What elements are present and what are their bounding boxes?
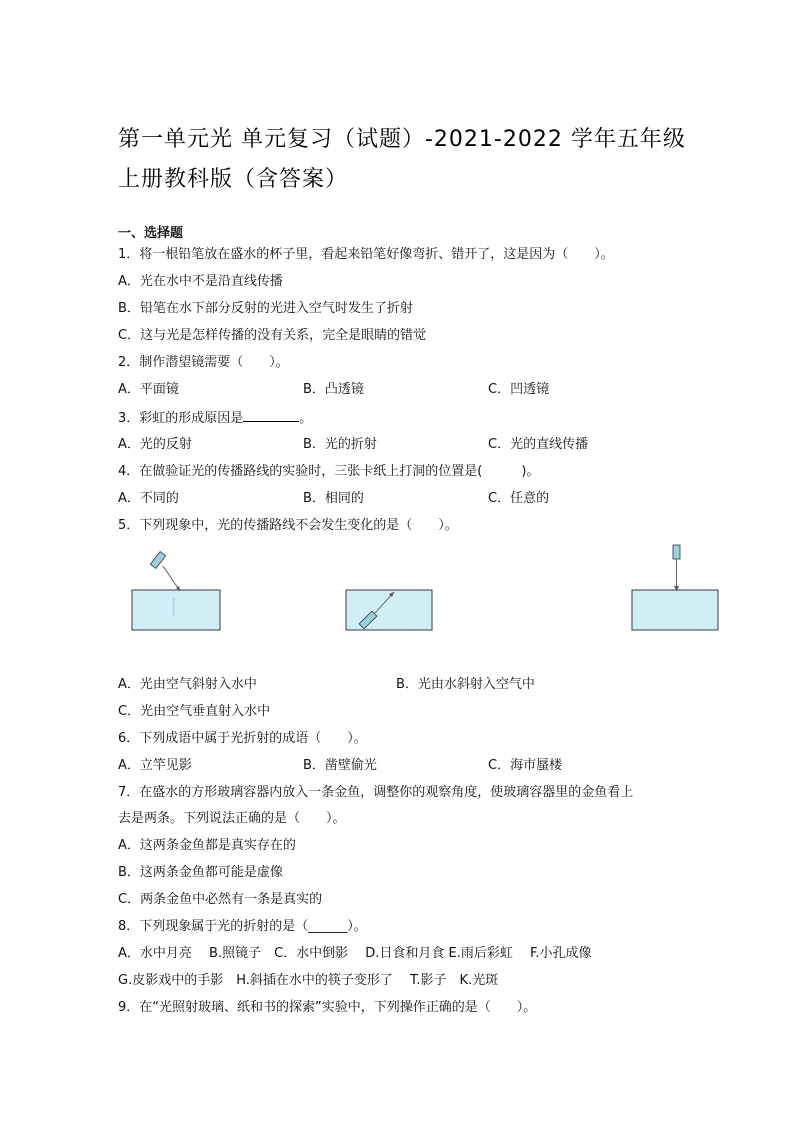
page-title <box>118 120 688 200</box>
q7-option-c: C．两条金鱼中必然有一条是真实的 <box>118 892 323 907</box>
q3-option-b: B．光的折射 <box>303 437 377 452</box>
q5-diagram-c <box>628 542 724 634</box>
q1-option-c: C．这与光是怎样传播的没有关系，完全是眼睛的错觉 <box>118 328 427 343</box>
q2-option-a: A．平面镜 <box>118 382 179 397</box>
q5-option-b: B．光由水斜射入空气中 <box>396 677 535 692</box>
q5-option-a: A．光由空气斜射入水中 <box>118 677 257 692</box>
section-heading: 一、选择题 <box>118 226 184 241</box>
q3-option-a: A．光的反射 <box>118 437 192 452</box>
water-container-a <box>132 590 220 630</box>
q8-stem: 8．下列现象属于光的折射的是（______）。 <box>118 919 367 934</box>
q2-option-c: C．凹透镜 <box>488 382 550 397</box>
q7-stem-line2: 去是两条。下列说法正确的是（ ）。 <box>118 811 346 826</box>
title-line-2: 上册教科版（含答案） <box>118 167 349 192</box>
title-line-1: 第一单元光 单元复习（试题）-2021-2022 学年五年级 <box>118 127 686 152</box>
q7-option-a: A．这两条金鱼都是真实存在的 <box>118 838 296 853</box>
q5-stem: 5．下列现象中，光的传播路线不会发生变化的是（ ）。 <box>118 518 458 533</box>
q2-option-b: B．凸透镜 <box>303 382 364 397</box>
q8-options-line1: A．水中月亮 B.照镜子 C．水中倒影 D.日食和月食 E.雨后彩虹 F.小孔成像 <box>118 946 592 961</box>
q3-stem-text: 3．彩虹的形成原因是 <box>118 411 244 426</box>
q1-option-a: A．光在水中不是沿直线传播 <box>118 274 283 289</box>
q5-diagram-a <box>128 548 228 634</box>
q4-option-b: B．相同的 <box>303 491 364 506</box>
q5-diagram-b <box>342 580 438 636</box>
q8-options-line2: G.皮影戏中的手影 H.斜插在水中的筷子变形了 T.影子 K.光斑 <box>118 973 499 988</box>
q3-stem-end: 。 <box>299 411 313 426</box>
q5-option-c: C．光由空气垂直射入水中 <box>118 704 271 719</box>
q2-stem: 2．制作潜望镜需要（ ）。 <box>118 355 289 370</box>
q7-stem-line1: 7．在盛水的方形玻璃容器内放入一条金鱼，调整你的观察角度，使玻璃容器里的金鱼看上 <box>118 785 634 800</box>
q4-option-a: A．不同的 <box>118 491 179 506</box>
q6-option-b: B．凿壁偷光 <box>303 758 377 773</box>
flashlight-icon <box>673 545 680 559</box>
q7-option-b: B．这两条金鱼都可能是虚像 <box>118 865 283 880</box>
q4-stem: 4．在做验证光的传播路线的实验时，三张卡纸上打洞的位置是( )。 <box>118 464 540 479</box>
q3-stem <box>118 409 312 428</box>
q6-option-a: A．立竿见影 <box>118 758 192 773</box>
q4-option-c: C．任意的 <box>488 491 550 506</box>
q1-option-b: B．铅笔在水下部分反射的光进入空气时发生了折射 <box>118 301 413 316</box>
q3-option-c: C．光的直线传播 <box>488 437 589 452</box>
q1-stem: 1．将一根铅笔放在盛水的杯子里，看起来铅笔好像弯折、错开了，这是因为（ ）。 <box>118 247 614 262</box>
q6-option-c: C．海市蜃楼 <box>488 758 563 773</box>
water-container-c <box>632 590 718 630</box>
q3-blank <box>243 409 299 422</box>
q9-stem: 9．在“光照射玻璃、纸和书的探索”实验中，下列操作正确的是（ ）。 <box>118 1000 537 1015</box>
q6-stem: 6．下列成语中属于光折射的成语（ ）。 <box>118 731 367 746</box>
